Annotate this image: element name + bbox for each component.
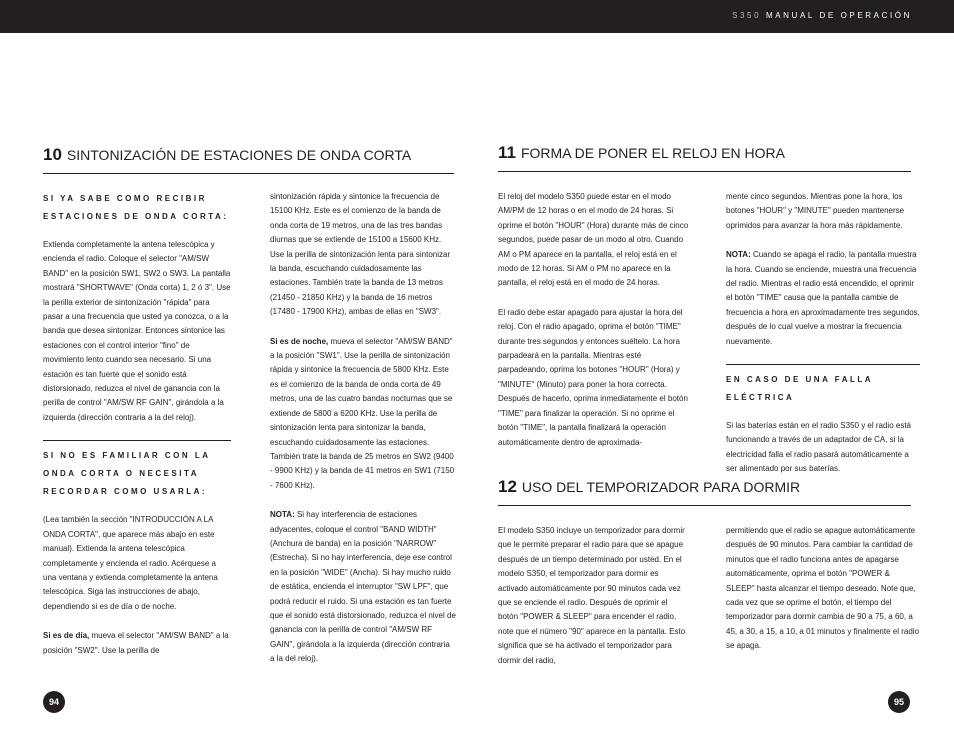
section-number: 11: [498, 143, 516, 162]
nighttime-label: Si es de noche,: [270, 336, 329, 346]
divider: [43, 440, 231, 441]
paragraph-text: mueva el selector "AM/SW BAND" a la posición "SW2". Use la perilla de: [43, 631, 229, 655]
page-number-left: 94: [43, 691, 65, 713]
subheading-power-failure: EN CASO DE UNA FALLA ELÉCTRICA: [726, 375, 873, 403]
section-title: USO DEL TEMPORIZADOR PARA DORMIR: [521, 479, 801, 495]
section-number: 12: [498, 477, 517, 496]
section-number: 10: [43, 145, 62, 164]
paragraph: permitiendo que el radio se apague automáticamente después de 90 minutos. Para cambiar la cantidad de minutos que el radio funciona antes de apagarse automáticamente, oprima el botón "POWER & SLEEP" hasta alcanzar el tiempo deseado. Note que, cada vez que se oprime el botón, el tiempo del temporizador para dormir cambia de 90 a 75, a 60, a 45, a 30, a 15, a 10, a 01 minutos y finalmente el radio se apaga.: [726, 526, 920, 651]
subheading-know-shortwave: SI YA SABE COMO RECIBIR ESTACIONES DE ONDA CORTA:: [43, 194, 229, 221]
column-3: [498, 190, 692, 465]
header-title: MANUAL DE OPERACIÓN: [765, 11, 912, 20]
note-label: NOTA:: [270, 510, 295, 520]
paragraph-text: mueva el selector "AM/SW BAND" a la posición "SW1". Use la perilla de sintonización rápida y sintonice la frecuencia de 5800 KHz. Este es el comienzo de la banda de onda corta de 49 metros, una de las cuatro bandas nocturnas que se extiende de 5800 a 6200 KHz. Use la perilla de sintonización lenta para sintonizar la banda, escuchando cuidadosamente las estaciones. También trate la banda de 25 metros en SW2 (9400 - 9900 KHz) y la banda de 41 metros en SW1 (7150 - 7600 KHz).: [270, 336, 455, 490]
paragraph-text: Si hay interferencia de estaciones adyacentes, coloque el control "BAND WIDTH" (Anchura de banda) en la posición "NARROW" (Estrecha). Si no hay interferencia, deje ese control en la posición "WIDE" (Ancha). Si hay mucho ruido de estática, encienda el interruptor "SW LPF", que podrá reducir el ruido. Si una estación es tan fuerte que el sonido está distorsionado, reduzca el nivel de ganancia con la perilla de control "AM/SW RF GAIN", girándola a la izquierda (dirección contraria a la del reloj).: [270, 510, 456, 664]
column-2: [270, 190, 456, 682]
column-6: [726, 524, 920, 669]
section-title: FORMA DE PONER EL RELOJ EN HORA: [520, 145, 785, 161]
paragraph: El reloj del modelo S350 puede estar en el modo AM/PM de 12 horas o en el modo de 24 horas. Si oprime el botón "HOUR" (Hora) durante más de cinco segundos, puede pasar de un modo al otro. Cuando AM o PM aparece en la pantalla, el reloj está en el modo de 12 horas. Si AM o PM no aparece en la pantalla, el reloj está en el modo de 24 horas.: [498, 192, 689, 288]
header-bar: [0, 0, 954, 33]
section-10-heading: [43, 145, 454, 174]
column-5: [498, 524, 686, 683]
section-11-heading: [498, 143, 911, 172]
subheading-new-shortwave: SI NO ES FAMILIAR CON LA ONDA CORTA O NECESITA RECORDAR COMO USARLA:: [43, 451, 211, 497]
paragraph: Si las baterías están en el radio S350 y el radio está funcionando a través de un adaptador de CA, si la electricidad falla el radio pasará automáticamente a ser alimentado por sus baterías.: [726, 421, 911, 474]
paragraph: [726, 248, 920, 349]
paragraph: [43, 513, 231, 614]
paragraph: [43, 629, 231, 658]
column-1: [43, 190, 231, 673]
note-label: NOTA:: [726, 250, 751, 260]
paragraph: mente cinco segundos. Mientras pone la hora, los botones "HOUR" y "MINUTE" pueden mantenerse oprimidos para avanzar la hora más rápidamente.: [726, 192, 905, 230]
paragraph: El modelo S350 incluye un temporizador para dormir que le permite preparar el radio para que se apague después de un tiempo determinado por usted. En el modelo S350, el temporizador para dormir es activado automáticamente por 90 minutos cada vez que se enciende el radio. Después de oprimir el botón "POWER & SLEEP" para encender el radio, note que el número "90" aparece en la pantalla. Esto significa que se ha activado el temporizador para dormir del radio,: [498, 526, 686, 665]
paragraph: El radio debe estar apagado para ajustar la hora del reloj. Con el radio apagado, oprima el botón "TIME" durante tres segundos y entonces suéltelo. La hora parpadeará en la pantalla. Mientras esté parpadeando, oprima los botones "HOUR" (Hora) y "MINUTE" (Minuto) para poner la hora correcta. Después de hacerlo, oprima inmediatamente el botón "TIME" para finalizar la operación. Si no oprime el botón "TIME", la pantalla finalizará la operación automáticamente dentro de aproximada-: [498, 307, 688, 447]
header-model: S350: [732, 11, 762, 20]
section-12-heading: [498, 477, 911, 506]
paragraph-text: Cuando se apaga el radio, la pantalla muestra la hora. Cuando se enciende, muestra una frecuencia del radio. Mientras el radio está encendido, el oprimir el botón "TIME" causa que la pantalla cambie de frecuencia a hora en aproximadamente tres segundos, después de lo cual vuelve a mostrar la frecuencia nuevamente.: [726, 250, 920, 346]
paragraph-text: (Lea también la sección "INTRODUCCIÓN A LA ONDA CORTA", que aparece más abajo en este manual). Extienda la antena telescópica completamente y encienda el radio. Acérquese a una ventana y extienda completamente la antena telescópica. Siga las instrucciones de abajo, dependiendo si es de día o de noche.: [43, 515, 218, 611]
paragraph: [270, 508, 456, 666]
column-4: [726, 190, 920, 492]
daytime-label: Si es de día,: [43, 631, 90, 641]
page-number-right: 95: [888, 691, 910, 713]
paragraph: sintonización rápida y sintonice la frecuencia de 15100 KHz. Este es el comienzo de la banda de onda corta de 19 metros, una de las tres bandas diurnas que se extiende de 15100 a 15600 KHz. Use la perilla de sintonización lenta para sintonizar la banda, escuchando cuidadosamente las estaciones. También trate la banda de 13 metros (21450 - 21850 KHz) y la banda de 16 metros (17480 - 17900 KHz), ambas de ellas en "SW3".: [270, 192, 451, 317]
running-header: [732, 11, 912, 20]
section-title: SINTONIZACIÓN DE ESTACIONES DE ONDA CORTA: [66, 147, 412, 163]
divider: [726, 364, 920, 365]
paragraph: [270, 335, 456, 493]
paragraph: Extienda completamente la antena telescópica y encienda el radio. Coloque el selector "AM/SW BAND" en la posición SW1, SW2 o SW3. La pantalla mostrará "SHORTWAVE" (Onda corta) 1, 2 ó 3". Use la perilla exterior de sintonización "rápida" para pasar a una frecuencia que usted ya conozca, o a la banda que desea sintonizar. Entonces sintonice las estaciones con el control interior "fino" de movimiento lento cuando sea necesario. Si una estación es tan fuerte que el sonido está distorsionado, reduzca el nivel de ganancia con la perilla de control "AM/SW RF GAIN", girándola a la izquierda (dirección contraria a la del reloj).: [43, 240, 231, 422]
